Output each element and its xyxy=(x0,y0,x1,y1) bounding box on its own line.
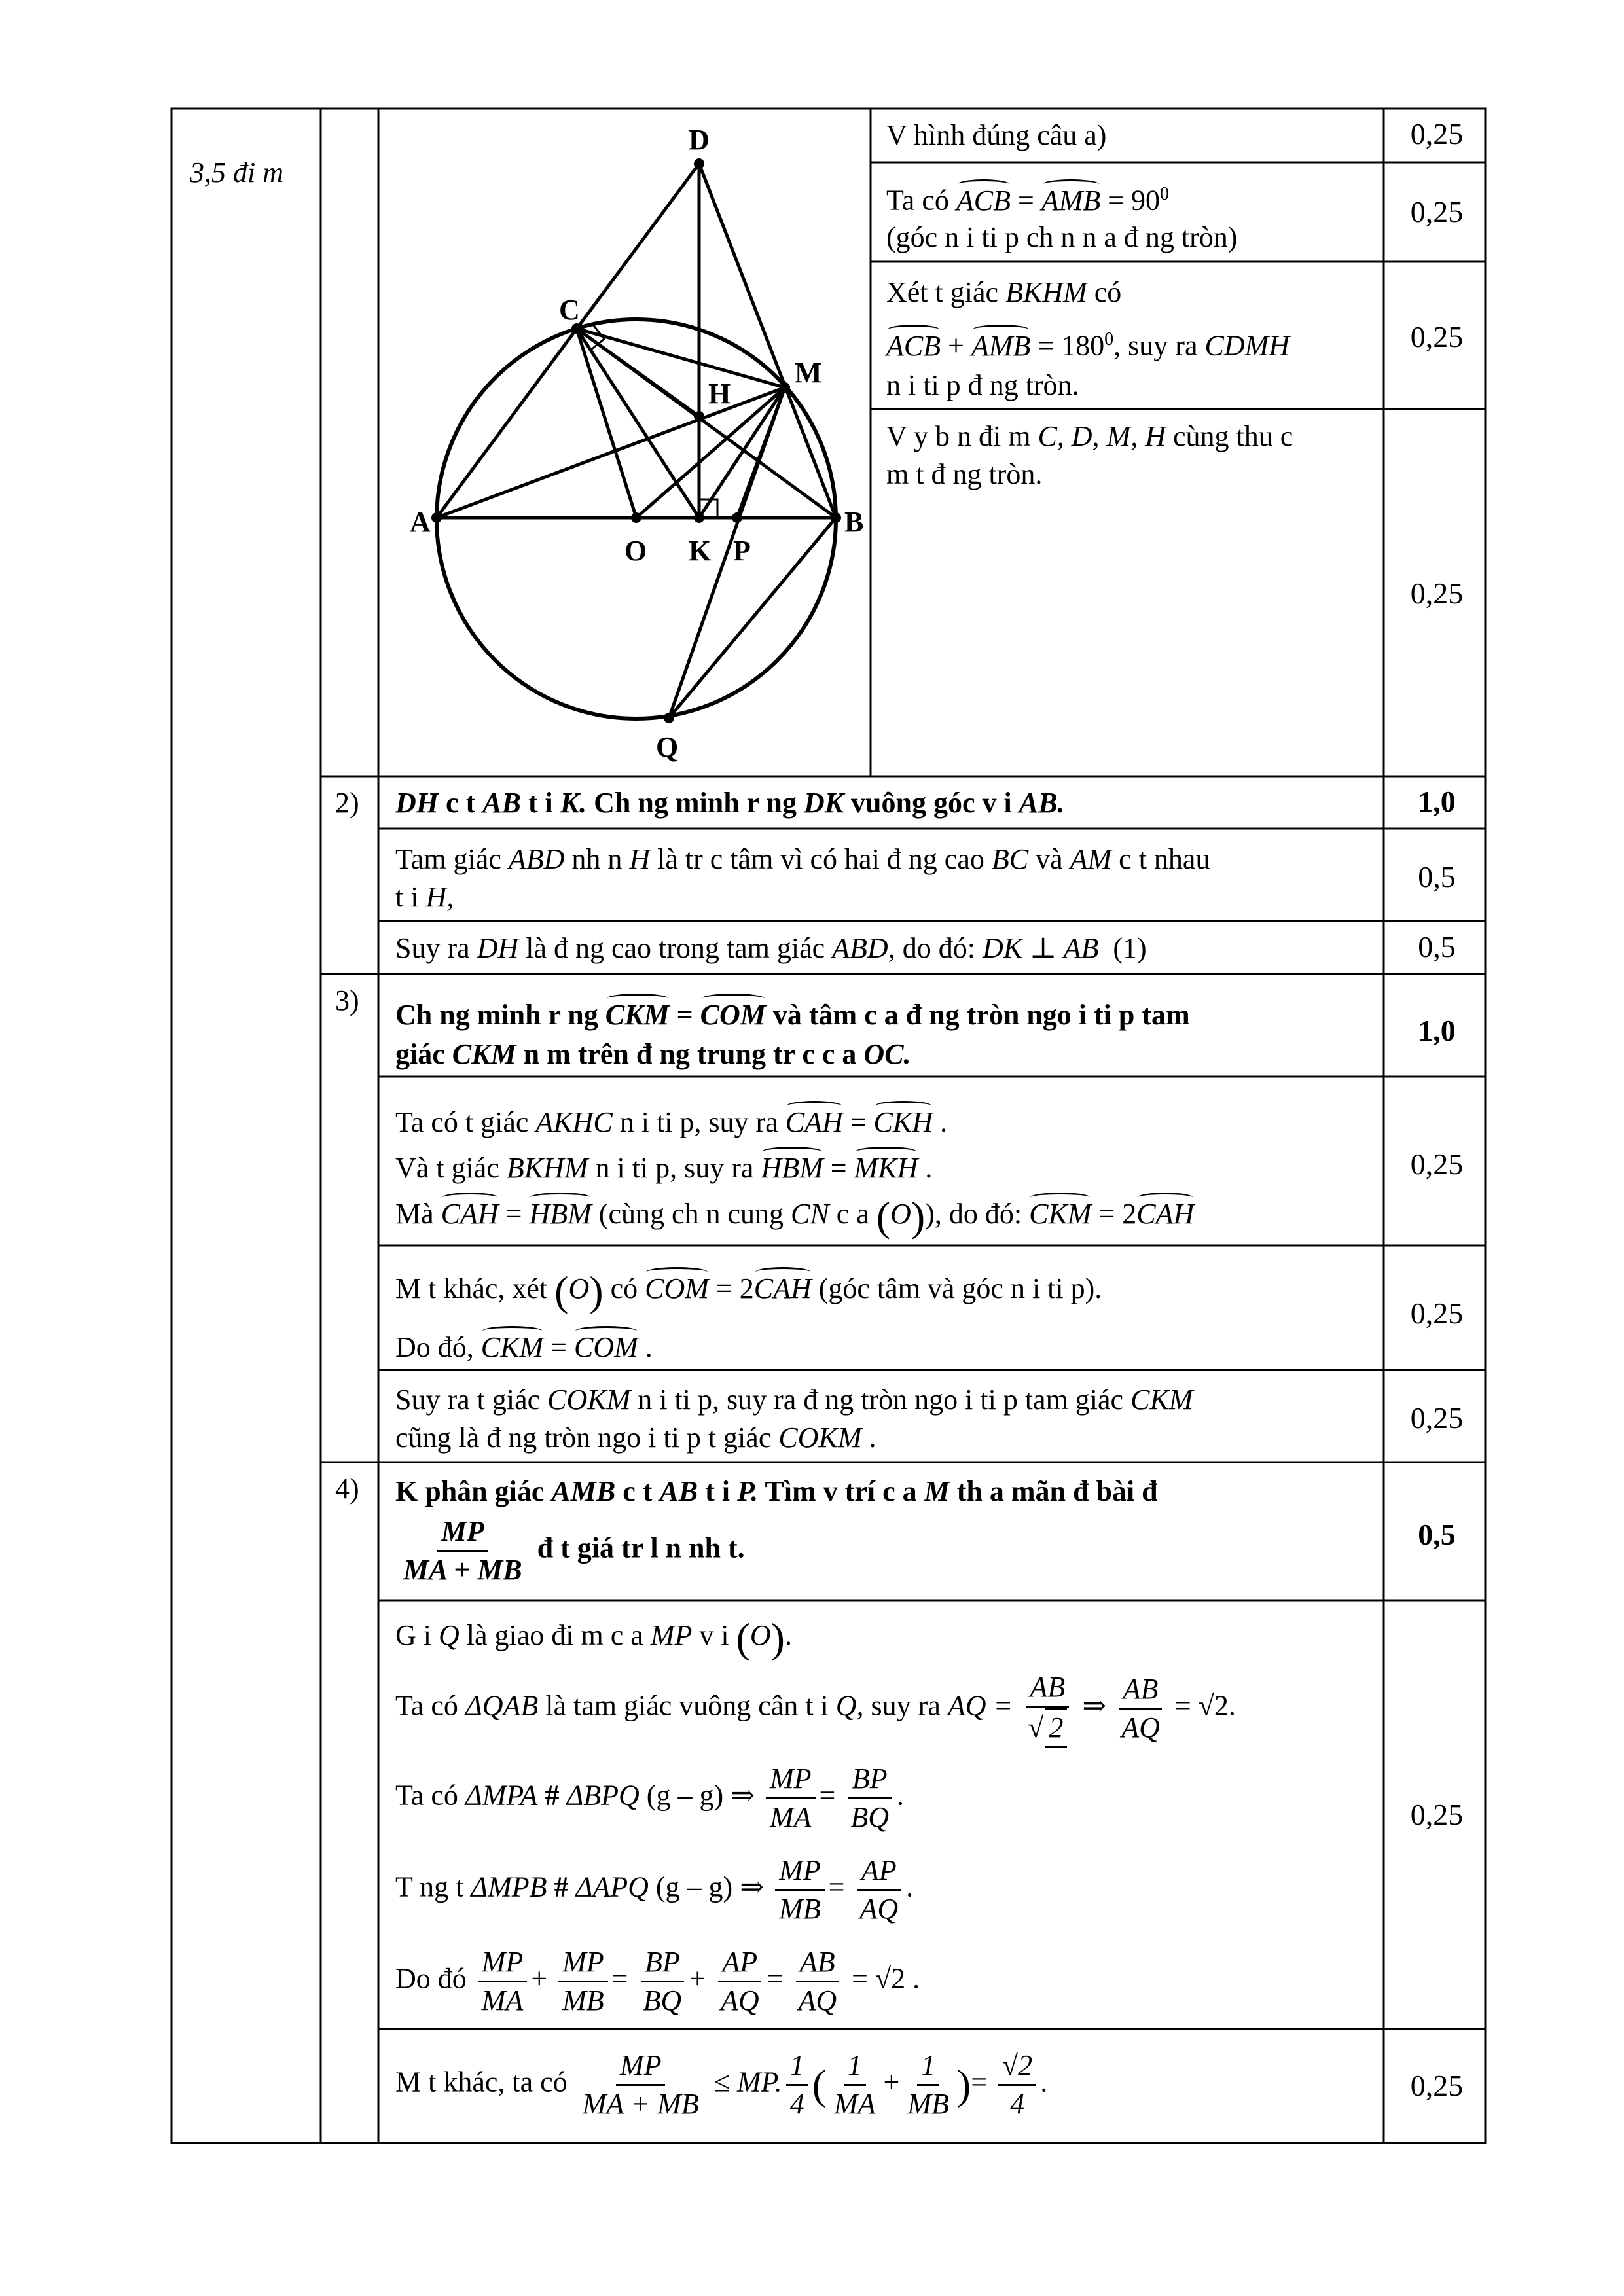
part1-row3-line2: ACB + AMB = $180^0$, suy ra CDMH xyxy=(886,321,1290,365)
part4-line2: Ta có ΔQAB là tam giác vuông cân t i Q, suy ra AQ = $\frac{AB}{√ 2}$ ⇒ $\frac{AB}{AQ}$ = √2. xyxy=(395,1669,1236,1748)
part3-row2-line2: Do đó, CKM = COM . xyxy=(395,1329,653,1367)
part2-row1-score: 0,5 xyxy=(1418,860,1456,893)
part3-row1-line3: Mà CAH = HBM (cùng ch n cung CN c a (O)), do đó: CKM = 2CAH xyxy=(395,1193,1195,1240)
part4-header-line2: $\frac{MP}{MA + MB}$ đ t giá tr l n nh t. xyxy=(395,1513,745,1588)
part3-row1-line2: Và t giác BKHM n i ti p, suy ra HBM = MKH . xyxy=(395,1149,932,1187)
part4-header-score: 0,5 xyxy=(1418,1518,1456,1551)
part1-row3-score: 0,25 xyxy=(1410,320,1464,353)
geometry-figure xyxy=(378,109,871,776)
part2-header-score: 1,0 xyxy=(1418,785,1456,818)
part1-row4-score: 0,25 xyxy=(1410,577,1464,610)
fig-label-A: A xyxy=(410,506,431,538)
part4-line3: Ta có ΔMPA # ΔBPQ (g – g) ⇒ $\frac{MP}{MA}$ = $\frac{BP}{BQ}$ . xyxy=(395,1761,904,1836)
part1-row1-text: V hình đúng câu a) xyxy=(886,119,1107,151)
fig-label-M: M xyxy=(795,357,822,389)
part3-header-line1: Ch ng minh r ng CKM = COM và tâm c a đ ng tròn ngo i ti p tam xyxy=(395,996,1190,1034)
part4-block-score: 0,25 xyxy=(1410,1798,1464,1831)
part1-row1-score: 0,25 xyxy=(1410,117,1464,151)
part4-header-line1: K phân giác AMB c t AB t i P. Tìm v trí c a M th a mãn đ bài đ xyxy=(395,1475,1158,1507)
part4-last-score: 0,25 xyxy=(1410,2069,1464,2102)
fig-label-O: O xyxy=(624,535,647,567)
part1-row4-line2: m t đ ng tròn. xyxy=(886,458,1043,490)
part3-row3-score: 0,25 xyxy=(1410,1401,1464,1435)
part3-row1-score: 0,25 xyxy=(1410,1147,1464,1181)
part3-row3-line2: cũng là đ ng tròn ngo i ti p t giác COKM . xyxy=(395,1422,876,1454)
part3-row1-line1: Ta có t giác AKHC n i ti p, suy ra CAH = CKH . xyxy=(395,1103,947,1141)
part2-number: 2) xyxy=(335,787,359,819)
part1-row2-line2: (góc n i ti p ch n n a đ ng tròn) xyxy=(886,221,1238,253)
part3-row3-line1: Suy ra t giác COKM n i ti p, suy ra đ ng tròn ngo i ti p tam giác CKM xyxy=(395,1384,1193,1416)
points-label: 3,5 đi m xyxy=(190,156,283,188)
fig-label-C: C xyxy=(559,294,580,326)
part3-row2-line1: M t khác, xét (O) có COM = 2CAH (góc tâm và góc n i ti p). xyxy=(395,1267,1102,1314)
part3-header-line2: giác CKM n m trên đ ng trung tr c c a OC. xyxy=(395,1038,911,1070)
part2-row2-score: 0,5 xyxy=(1418,930,1456,963)
part4-number: 4) xyxy=(335,1473,359,1505)
fig-label-H: H xyxy=(708,378,731,410)
part4-last-line: M t khác, ta có $\frac{MP}{MA + MB}$ ≤ MP. $\frac{1}{4}$ ( $\frac{1}{MA}$ + $\frac{1}{MB}$ )= $\frac{√2}{4}$ . xyxy=(395,2047,1047,2123)
part2-header: DH c t AB t i K. Ch ng minh r ng DK vuông góc v i AB. xyxy=(395,787,1065,819)
fig-label-B: B xyxy=(844,506,864,538)
part4-line1: G i Q là giao đi m c a MP v i (O). xyxy=(395,1614,792,1661)
part2-row1-line1: Tam giác ABD nh n H là tr c tâm vì có hai đ ng cao BC và AM c t nhau xyxy=(395,843,1210,875)
part1-row2-score: 0,25 xyxy=(1410,195,1464,228)
part3-header-score: 1,0 xyxy=(1418,1014,1456,1047)
part3-number: 3) xyxy=(335,984,359,1016)
part3-row2-score: 0,25 xyxy=(1410,1297,1464,1330)
part2-row2: Suy ra DH là đ ng cao trong tam giác ABD, do đó: DK ⊥ AB (1) xyxy=(395,932,1147,964)
fig-label-P: P xyxy=(733,535,751,567)
part1-row3-line1: Xét t giác BKHM có xyxy=(886,276,1122,308)
part4-line4: T ng t ΔMPB # ΔAPQ (g – g) ⇒ $\frac{MP}{MB}$ = $\frac{AP}{AQ}$ . xyxy=(395,1852,913,1928)
part2-row1-line2: t i H, xyxy=(395,881,454,913)
part1-row4-line1: V y b n đi m C, D, M, H cùng thu c xyxy=(886,420,1293,452)
part1-row3-line3: n i ti p đ ng tròn. xyxy=(886,369,1079,401)
fig-label-D: D xyxy=(689,124,710,156)
fig-label-Q: Q xyxy=(656,731,679,763)
part1-row2-line1: Ta có ACB = AMB = $90^0$ xyxy=(886,175,1169,220)
fig-label-K: K xyxy=(689,535,712,567)
part4-line5: Do đó $\frac{MP}{MA}$ + $\frac{MP}{MB}$ = $\frac{BP}{BQ}$ + $\frac{AP}{AQ}$ = $\frac{AB}{AQ}$ = √2 . xyxy=(395,1944,920,2019)
